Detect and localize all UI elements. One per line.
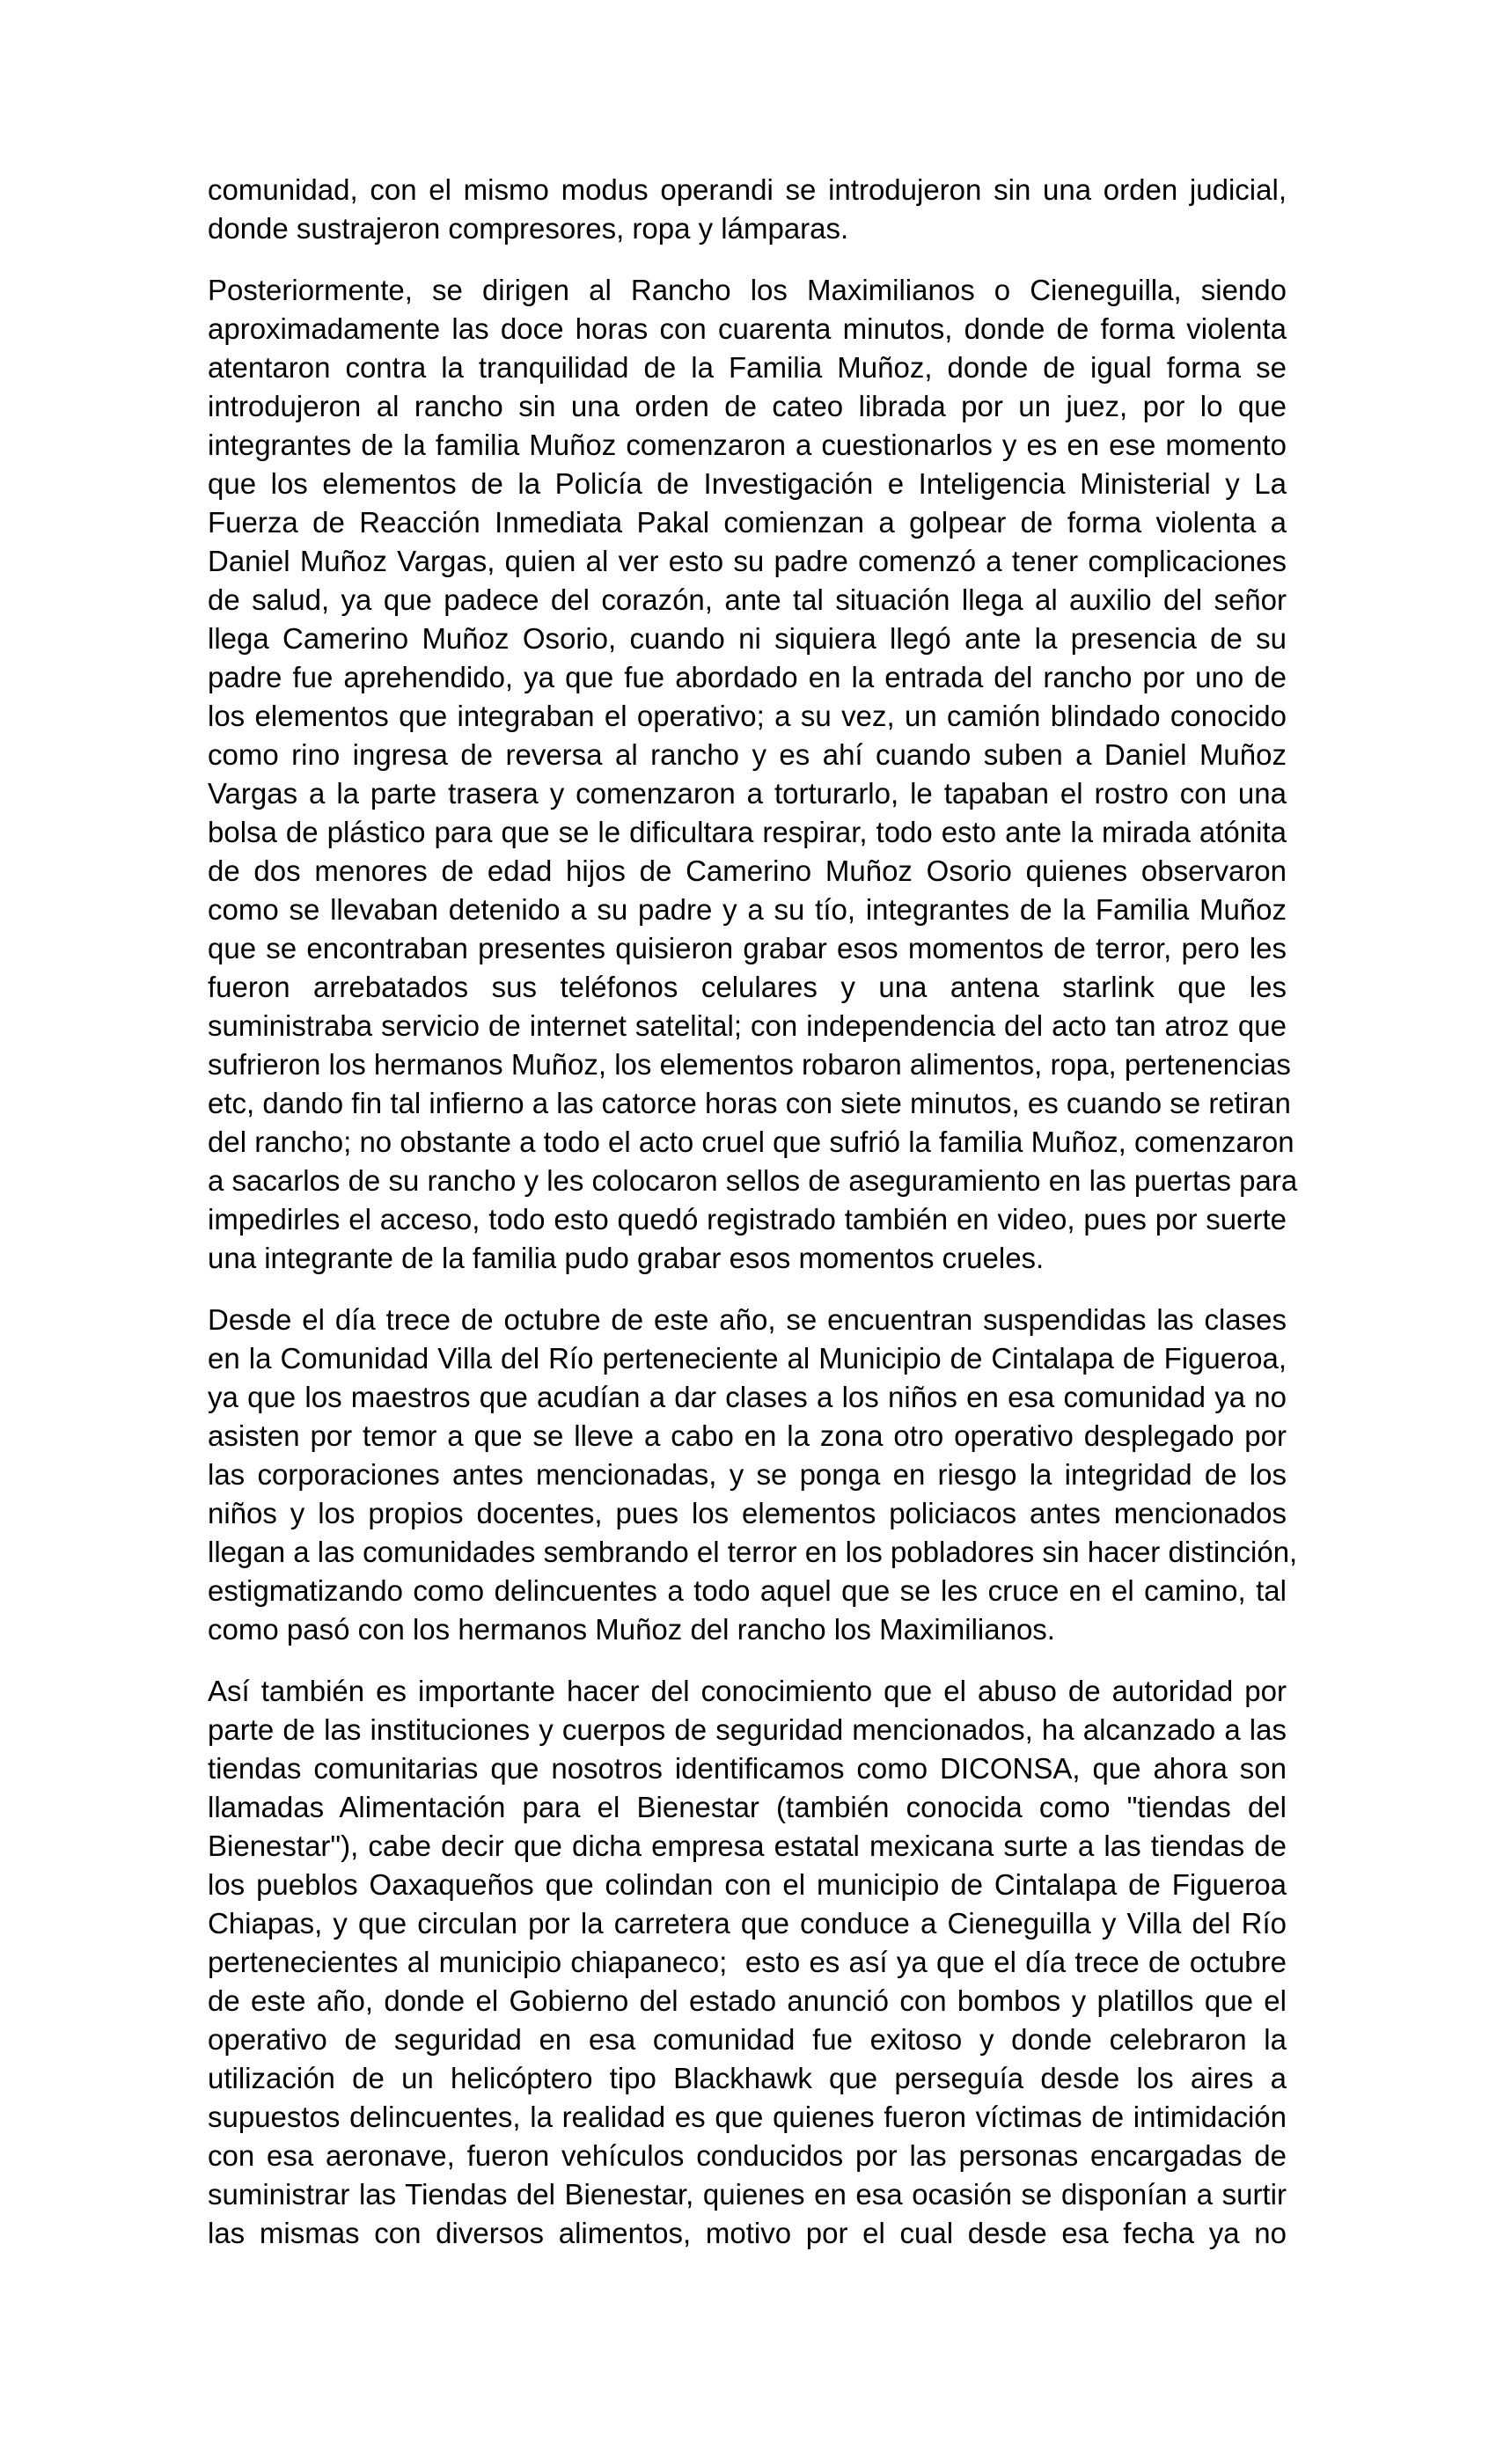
text-line: llamadas Alimentación para el Bienestar (también conocida como "tiendas del [208, 1791, 1287, 1823]
text-line: de dos menores de edad hijos de Camerino Muñoz Osorio quienes observaron [208, 854, 1287, 887]
text-line: llega Camerino Muñoz Osorio, cuando ni siquiera llegó ante la presencia de su [208, 622, 1287, 655]
text-line: utilización de un helicóptero tipo Blackhawk que perseguía desde los aires a [208, 2062, 1287, 2094]
text-line: suministraba servicio de internet satelital; con independencia del acto tan atroz que [208, 1009, 1287, 1042]
paragraph [208, 171, 1287, 248]
paragraph [208, 271, 1298, 1278]
text-line: pertenecientes al municipio chiapaneco; esto es así ya que el día trece de octubre [208, 1946, 1287, 1978]
text-line: una integrante de la familia pudo grabar esos momentos crueles. [208, 1242, 1045, 1274]
text-line: los pueblos Oaxaqueños que colindan con el municipio de Cintalapa de Figueroa [208, 1868, 1287, 1901]
text-line: niños y los propios docentes, pues los elementos policiacos antes mencionados [208, 1497, 1287, 1529]
text-line: Vargas a la parte trasera y comenzaron a torturarlo, le tapaban el rostro con una [208, 777, 1287, 810]
text-line: suministrar las Tiendas del Bienestar, quienes en esa ocasión se disponían a surtir [208, 2178, 1287, 2211]
text-line: de salud, ya que padece del corazón, ante tal situación llega al auxilio del señor [208, 583, 1287, 616]
text-line: ya que los maestros que acudían a dar clases a los niños en esa comunidad ya no [208, 1381, 1287, 1413]
text-line: tiendas comunitarias que nosotros identificamos como DICONSA, que ahora son [208, 1752, 1287, 1785]
text-line: padre fue aprehendido, ya que fue abordado en la entrada del rancho por uno de [208, 661, 1287, 693]
document-body [208, 171, 1298, 2276]
text-line: Fuerza de Reacción Inmediata Pakal comienzan a golpear de forma violenta a [208, 506, 1287, 539]
text-line: Bienestar"), cabe decir que dicha empresa estatal mexicana surte a las tiendas de [208, 1830, 1287, 1862]
text-line: Así también es importante hacer del conocimiento que el abuso de autoridad por [208, 1675, 1287, 1707]
text-line: las mismas con diversos alimentos, motivo por el cual desde esa fecha ya no [208, 2217, 1287, 2249]
text-line: fueron arrebatados sus teléfonos celulares y una antena starlink que les [208, 971, 1287, 1003]
text-line: impedirles el acceso, todo esto quedó registrado también en video, pues por suerte [208, 1203, 1287, 1236]
text-line: que los elementos de la Policía de Investigación e Inteligencia Ministerial y La [208, 467, 1287, 500]
text-line: en la Comunidad Villa del Río perteneciente al Municipio de Cintalapa de Figueroa, [208, 1342, 1287, 1375]
text-line: donde sustrajeron compresores, ropa y lámparas. [208, 212, 849, 245]
text-line: asisten por temor a que se lleve a cabo en la zona otro operativo desplegado por [208, 1419, 1287, 1452]
text-line: estigmatizando como delincuentes a todo aquel que se les cruce en el camino, tal [208, 1574, 1287, 1607]
text-line: Daniel Muñoz Vargas, quien al ver esto su padre comenzó a tener complicaciones [208, 545, 1287, 577]
text-line: Posteriormente, se dirigen al Rancho los Maximilianos o Cieneguilla, siendo [208, 274, 1287, 306]
text-line: bolsa de plástico para que se le dificultara respirar, todo esto ante la mirada atónita [208, 816, 1287, 848]
text-line: sufrieron los hermanos Muñoz, los elementos robaron alimentos, ropa, pertenencias [208, 1048, 1291, 1081]
text-line: aproximadamente las doce horas con cuarenta minutos, donde de forma violenta [208, 312, 1287, 345]
text-line: del rancho; no obstante a todo el acto cruel que sufrió la familia Muñoz, comenzaron [208, 1126, 1294, 1158]
text-line: de este año, donde el Gobierno del estado anunció con bombos y platillos que el [208, 1984, 1287, 2017]
paragraph [208, 1301, 1298, 1649]
text-line: las corporaciones antes mencionadas, y se ponga en riesgo la integridad de los [208, 1458, 1287, 1491]
text-line: atentaron contra la tranquilidad de la Familia Muñoz, donde de igual forma se [208, 351, 1287, 384]
text-line: los elementos que integraban el operativo; a su vez, un camión blindado conocido [208, 700, 1287, 732]
text-line: que se encontraban presentes quisieron grabar esos momentos de terror, pero les [208, 932, 1287, 964]
text-line: operativo de seguridad en esa comunidad fue exitoso y donde celebraron la [208, 2023, 1287, 2056]
text-line: llegan a las comunidades sembrando el terror en los pobladores sin hacer distinción, [208, 1536, 1298, 1568]
text-line: a sacarlos de su rancho y les colocaron sellos de aseguramiento en las puertas para [208, 1164, 1298, 1197]
text-line: supuestos delincuentes, la realidad es que quienes fueron víctimas de intimidación [208, 2101, 1287, 2133]
text-line: con esa aeronave, fueron vehículos conducidos por las personas encargadas de [208, 2139, 1287, 2172]
text-line: como se llevaban detenido a su padre y a su tío, integrantes de la Familia Muñoz [208, 893, 1287, 926]
text-line: introdujeron al rancho sin una orden de cateo librada por un juez, por lo que [208, 390, 1287, 422]
text-line: integrantes de la familia Muñoz comenzaron a cuestionarlos y es en ese momento [208, 429, 1287, 461]
paragraph [208, 1672, 1287, 2253]
text-line: como rino ingresa de reversa al rancho y es ahí cuando suben a Daniel Muñoz [208, 738, 1287, 771]
text-line: etc, dando fin tal infierno a las catorce horas con siete minutos, es cuando se retiran [208, 1087, 1291, 1119]
text-line: como pasó con los hermanos Muñoz del rancho los Maximilianos. [208, 1613, 1055, 1646]
text-line: comunidad, con el mismo modus operandi se introdujeron sin una orden judicial, [208, 173, 1287, 206]
text-line: parte de las instituciones y cuerpos de seguridad mencionados, ha alcanzado a las [208, 1713, 1287, 1746]
text-line: Desde el día trece de octubre de este año, se encuentran suspendidas las clases [208, 1303, 1287, 1336]
text-line: Chiapas, y que circulan por la carretera que conduce a Cieneguilla y Villa del Río [208, 1907, 1287, 1940]
